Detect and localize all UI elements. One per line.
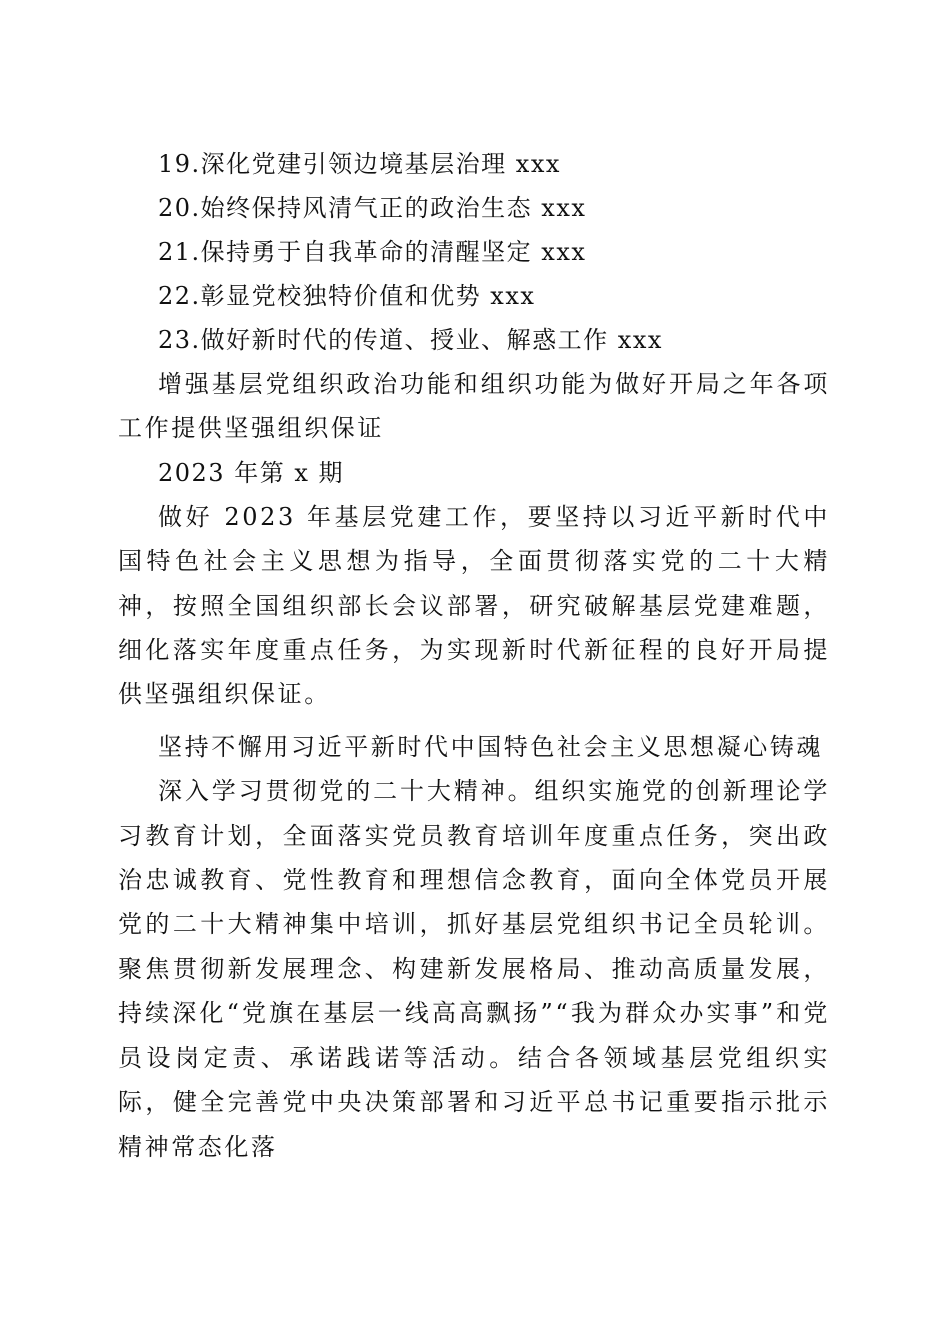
issue-label: 2023 年第 x 期 xyxy=(158,458,344,487)
document-page xyxy=(118,142,830,1169)
paragraph-gap xyxy=(118,717,830,725)
section-body-paragraph: 深入学习贯彻党的二十大精神。组织实施党的创新理论学习教育计划，全面落实党员教育培训年度重点任务，突出政治忠诚教育、党性教育和理想信念教育，面向全体党员开展党的二十大精神集中培训，抓好基层党组织书记全员轮训。聚焦贯彻新发展理念、构建新发展格局、推动高质量发展，持续深化“党旗在基层一线高高飘扬”“我为群众办实事”和党员设岗定责、承诺践诺等活动。结合各领域基层党组织实际，健全完善党中央决策部署和习近平总书记重要指示批示精神常态化落 xyxy=(118,777,830,1161)
toc-item: 19.深化党建引领边境基层治理 xxx xyxy=(158,150,561,178)
intro-paragraph: 做好 2023 年基层党建工作，要坚持以习近平新时代中国特色社会主义思想为指导，全面贯彻落实党的二十大精神，按照全国组织部长会议部署，研究破解基层党建难题，细化落实年度重点任务，为实现新时代新征程的良好开局提供坚强组织保证。 xyxy=(118,502,830,709)
toc-item: 21.保持勇于自我革命的清醒坚定 xxx xyxy=(158,238,587,266)
toc-item: 22.彰显党校独特价值和优势 xxx xyxy=(158,282,536,310)
toc-item: 20.始终保持风清气正的政治生态 xxx xyxy=(158,194,587,222)
section-heading: 坚持不懈用习近平新时代中国特色社会主义思想凝心铸魂 xyxy=(158,732,823,761)
toc-item: 23.做好新时代的传道、授业、解惑工作 xxx xyxy=(158,326,663,354)
article-title: 增强基层党组织政治功能和组织功能为做好开局之年各项工作提供坚强组织保证 xyxy=(118,370,830,443)
